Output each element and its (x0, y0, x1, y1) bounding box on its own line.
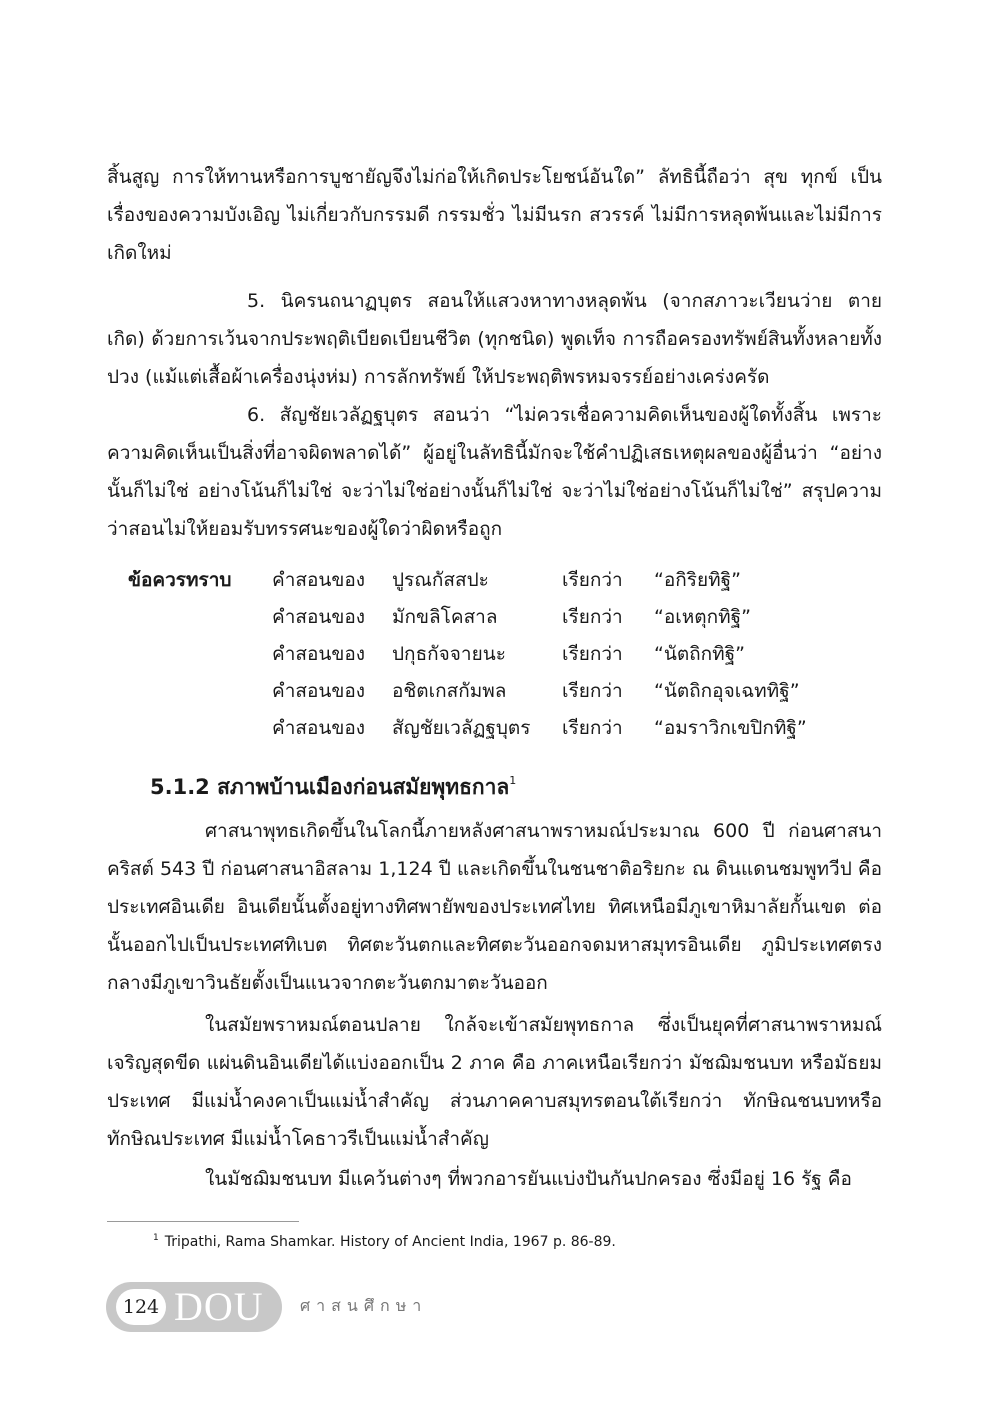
note-doctrine: “อมราวิกเขปิกทิฐิ” (654, 717, 807, 739)
notes-label-spacer (128, 673, 272, 710)
subject-title: ศาสนศึกษา (300, 1296, 428, 1315)
note-doctrine: “นัตถิกทิฐิ” (654, 643, 746, 665)
page-number: 124 (116, 1289, 166, 1325)
paragraph-origin: ศาสนาพุทธเกิดขึ้นในโลกนี้ภายหลังศาสนาพราหมณ์ประมาณ 600 ปี ก่อนศาสนาคริสต์ 543 ปี ก่อนศาสนาอิสลาม 1,124 ปี และเกิดขึ้นในชนชาติอริยกะ ณ ดินแดนชมพูทวีป คือ ประเทศอินเดีย อินเดียนั้นตั้งอยู่ทางทิศพายัพของประเทศไทย ทิศเหนือมีภูเขาหิมาลัยกั้นเขต ต่อนั้นออกไปเป็นประเทศทิเบต ทิศตะวันตกและทิศตะวันออกจดมหาสมุทรอินเดีย ภูมิประเทศตรงกลางมีภูเขาวินธัยตั้งเป็นแนวจากตะวันตกมาตะวันออก (107, 820, 882, 994)
footnote-mark: 1 (153, 1233, 159, 1243)
note-doctrine: “อกิริยทิฐิ” (654, 569, 741, 591)
brand-logo: DOU (174, 1284, 264, 1329)
note-teacher: ปกุธกัจจายนะ (392, 643, 506, 665)
note-called: เรียกว่า (562, 680, 623, 702)
footnote-text: Tripathi, Rama Shamkar. History of Ancient India, 1967 p. 86-89. (164, 1234, 616, 1250)
notes-label-spacer (128, 636, 272, 673)
note-teacher: อชิตเกสกัมพล (392, 680, 507, 702)
paragraph-late-brahmin: ในสมัยพราหมณ์ตอนปลาย ใกล้จะเข้าสมัยพุทธกาล ซึ่งเป็นยุคที่ศาสนาพราหมณ์เจริญสุดขีด แผ่นดินอินเดียได้แบ่งออกเป็น 2 ภาค คือ ภาคเหนือเรียกว่า มัชฌิมชนบท หรือมัธยมประเทศ มีแม่น้ำคงคาเป็นแม่น้ำสำคัญ ส่วนภาคคาบสมุทรตอนใต้เรียกว่า ทักษิณชนบทหรือทักษิณประเทศ มีแม่น้ำโคธาวรีเป็นแม่น้ำสำคัญ (107, 1014, 882, 1150)
notes-label-spacer (128, 710, 272, 747)
note-doctrine: “นัตถิกอุจเฉททิฐิ” (654, 680, 800, 702)
paragraph-teacher-5: 5. นิครนถนาฏบุตร สอนให้แสวงหาทางหลุดพ้น (จากสภาวะเวียนว่าย ตาย เกิด) ด้วยการเว้นจากประพฤติเบียดเบียนชีวิต (ทุกชนิด) พูดเท็จ การถือครองทรัพย์สินทั้งหลายทั้งปวง (แม้แต่เสื้อผ้าเครื่องนุ่งห่ม) การลักทรัพย์ ให้ประพฤติพรหมจรรย์อย่างเคร่งครัด (107, 290, 882, 388)
note-prefix: คำสอนของ (272, 606, 366, 628)
paragraph-continuation: สิ้นสูญ การให้ทานหรือการบูชายัญจึงไม่ก่อให้เกิดประโยชน์อันใด” ลัทธินี้ถือว่า สุข ทุกข์ เป็นเรื่องของความบังเอิญ ไม่เกี่ยวกับกรรมดี กรรมชั่ว ไม่มีนรก สวรรค์ ไม่มีการหลุดพ้นและไม่มีการเกิดใหม่ (107, 166, 882, 264)
footnote-reference[interactable]: 1 (509, 774, 517, 787)
notes-table (128, 562, 848, 747)
note-teacher: ปูรณกัสสปะ (392, 569, 489, 591)
note-teacher: มักขลิโคสาล (392, 606, 498, 628)
note-row (128, 673, 848, 710)
note-prefix: คำสอนของ (272, 643, 366, 665)
note-prefix: คำสอนของ (272, 680, 366, 702)
note-prefix: คำสอนของ (272, 717, 366, 739)
note-row (128, 636, 848, 673)
section-heading (150, 762, 516, 806)
notes-label: ข้อควรทราบ (128, 569, 232, 591)
footnote (153, 1227, 616, 1253)
note-called: เรียกว่า (562, 643, 623, 665)
note-called: เรียกว่า (562, 569, 623, 591)
note-row (128, 710, 848, 747)
note-prefix: คำสอนของ (272, 569, 366, 591)
note-teacher: สัญชัยเวลัฏฐบุตร (392, 717, 531, 739)
note-doctrine: “อเหตุกทิฐิ” (654, 606, 751, 628)
page-badge (106, 1282, 282, 1332)
note-called: เรียกว่า (562, 606, 623, 628)
note-row (128, 562, 848, 599)
note-row (128, 599, 848, 636)
paragraph-majjhima: ในมัชฌิมชนบท มีแคว้นต่างๆ ที่พวกอารยันแบ่งปันกันปกครอง ซึ่งมีอยู่ 16 รัฐ คือ (205, 1168, 852, 1190)
note-called: เรียกว่า (562, 717, 623, 739)
paragraph-teacher-6: 6. สัญชัยเวลัฏฐบุตร สอนว่า “ไม่ควรเชื่อความคิดเห็นของผู้ใดทั้งสิ้น เพราะความคิดเห็นเป็นสิ่งที่อาจผิดพลาดได้” ผู้อยู่ในลัทธินี้มักจะใช้คำปฏิเสธเหตุผลของผู้อื่นว่า “อย่างนั้นก็ไม่ใช่ อย่างโน้นก็ไม่ใช่ จะว่าไม่ใช่อย่างนั้นก็ไม่ใช่ จะว่าไม่ใช่อย่างโน้นก็ไม่ใช่” สรุปความว่าสอนไม่ให้ยอมรับทรรศนะของผู้ใดว่าผิดหรือถูก (107, 404, 882, 540)
footnote-divider (107, 1221, 299, 1222)
section-title: 5.1.2 สภาพบ้านเมืองก่อนสมัยพุทธกาล (150, 775, 510, 799)
notes-label-spacer (128, 599, 272, 636)
